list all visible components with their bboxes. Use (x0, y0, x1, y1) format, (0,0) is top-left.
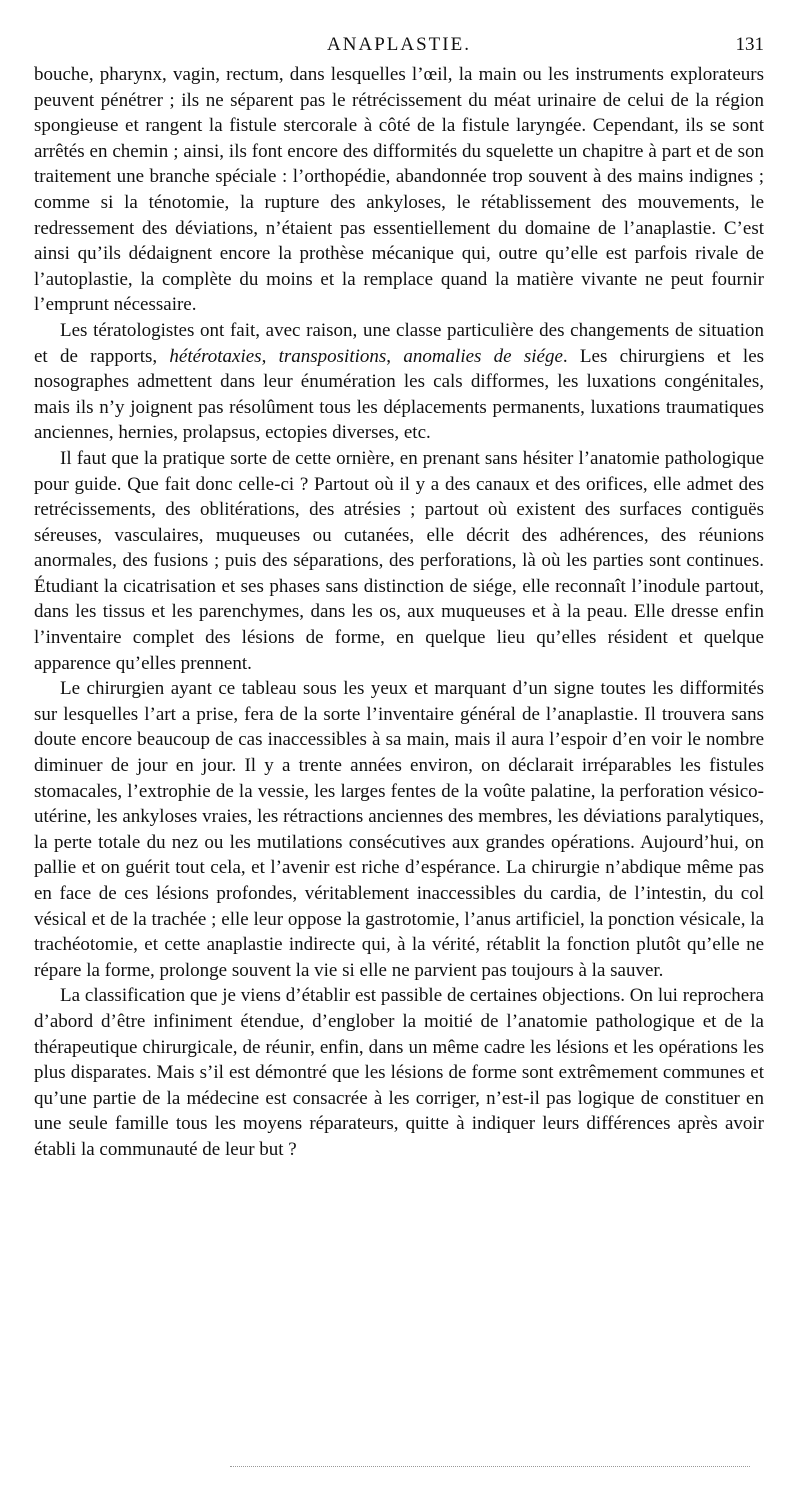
text-run: bouche, pharynx, vagin, rectum, dans lesquelles l’œil, la main ou les instruments explorateurs peuvent pénétrer ; ils ne séparent pas le rétrécissement du méat urinaire de celui de la région spongieuse et rangent la fistule stercorale à côté de la fistule laryngée. Cependant, ils se sont arrêtés en chemin ; ainsi, ils font encore des difformités du squelette un chapitre à part et de son traitement une branche spéciale : l’orthopédie, abandonnée trop souvent à des mains indignes ; comme si la ténotomie, la rupture des ankyloses, le rétablissement des mouvements, le redressement des déviations, n’étaient pas essentiellement du domaine de l’anaplastie. C’est ainsi qu’ils dédaignent encore la prothèse mécanique qui, outre qu’elle est parfois rivale de l’autoplastie, la complète du moins et la remplace quand la matière vivante ne peut fournir l’emprunt nécessaire. (34, 64, 764, 316)
body-text (34, 62, 764, 1163)
text-run: La classification que je viens d’établir est passible de certaines objections. On lui reprochera d’abord d’être infiniment étendue, d’englober la moitié de l’anatomie pathologique et de la thérapeutique chirurgicale, de réunir, enfin, dans un même cadre les lésions et les opérations les plus disparates. Mais s’il est démontré que les lésions de forme sont extrêmement communes et qu’une partie de la médecine est consacrée à les corriger, n’est-il pas logique de constituer en une seule famille tous les moyens réparateurs, quitte à indiquer leurs différences après avoir établi la communauté de leur but ? (34, 985, 764, 1160)
paragraph (34, 446, 764, 676)
text-run: Il faut que la pratique sorte de cette ornière, en prenant sans hésiter l’anatomie pathologique pour guide. Que fait donc celle-ci ? Partout où il y a des canaux et des orifices, elle admet des retrécissements, des oblitérations, des atrésies ; partout où existent des surfaces contiguës séreuses, vasculaires, muqueuses ou cutanées, elle décrit des adhérences, des réunions anormales, des fusions ; puis des séparations, des perforations, là où les parties sont continues. Étudiant la cicatrisation et ses phases sans distinction de siége, elle reconnaît l’inodule partout, dans les tissus et les parenchymes, dans les os, aux muqueuses et à la peau. Elle dresse enfin l’inventaire complet des lésions de forme, en quelque lieu qu’elles résident et quelque apparence qu’elles prennent. (34, 447, 764, 674)
italic-term: transpositions (278, 345, 387, 367)
italic-term: anomalies de siége (403, 345, 563, 367)
text-run: , (261, 345, 279, 367)
page-header (34, 34, 764, 60)
paragraph (34, 62, 764, 318)
footer-rule (230, 1466, 750, 1467)
page-number: 131 (735, 34, 764, 55)
text-run: . Les chirurgiens et les nosographes admettent dans leur énumération les cals difformes, les luxations congénitales, mais ils n’y joignent pas résolûment tous les déplacements permanents, luxations traumatiques anciennes, hernies, prolapsus, ectopies diverses, etc. (34, 345, 765, 444)
text-run: Les tératologistes ont fait, avec raison, une classe particulière des changements de situation et de rapports, (34, 319, 764, 367)
text-run: Le chirurgien ayant ce tableau sous les yeux et marquant d’un signe toutes les difformités sur lesquelles l’art a prise, fera de la sorte l’inventaire général de l’anaplastie. Il trouvera sans doute encore beaucoup de cas inaccessibles à sa main, mais il aura l’espoir d’en voir le nombre diminuer de jour en jour. Il y a trente années environ, on déclarait irréparables les fistules stomacales, l’extrophie de la vessie, les larges fentes de la voûte palatine, la perforation vésico-utérine, les ankyloses vraies, les rétractions anciennes des membres, les déviations paralytiques, la perte totale du nez ou les mutilations consécutives aux grandes opérations. Aujourd’hui, on pallie et on guérit tout cela, et l’avenir est riche d’espérance. La chirurgie n’abdique même pas en face de ces lésions profondes, véritablement inaccessibles du cardia, de l’intestin, du col vésical et de la trachée ; elle leur oppose la gastrotomie, l’anus artificiel, la ponction vésicale, la trachéotomie, et cette anaplastie indirecte qui, à la vérité, rétablit la fonction plutôt qu’elle ne répare la forme, prolonge souvent la vie si elle ne parvient pas toujours à la sauver. (34, 678, 764, 981)
paragraph (34, 983, 764, 1162)
paragraph (34, 676, 764, 983)
text-run: , (386, 345, 404, 367)
italic-term: hétérotaxies (169, 345, 262, 367)
paragraph (34, 318, 764, 446)
running-title: ANAPLASTIE. (327, 34, 471, 55)
